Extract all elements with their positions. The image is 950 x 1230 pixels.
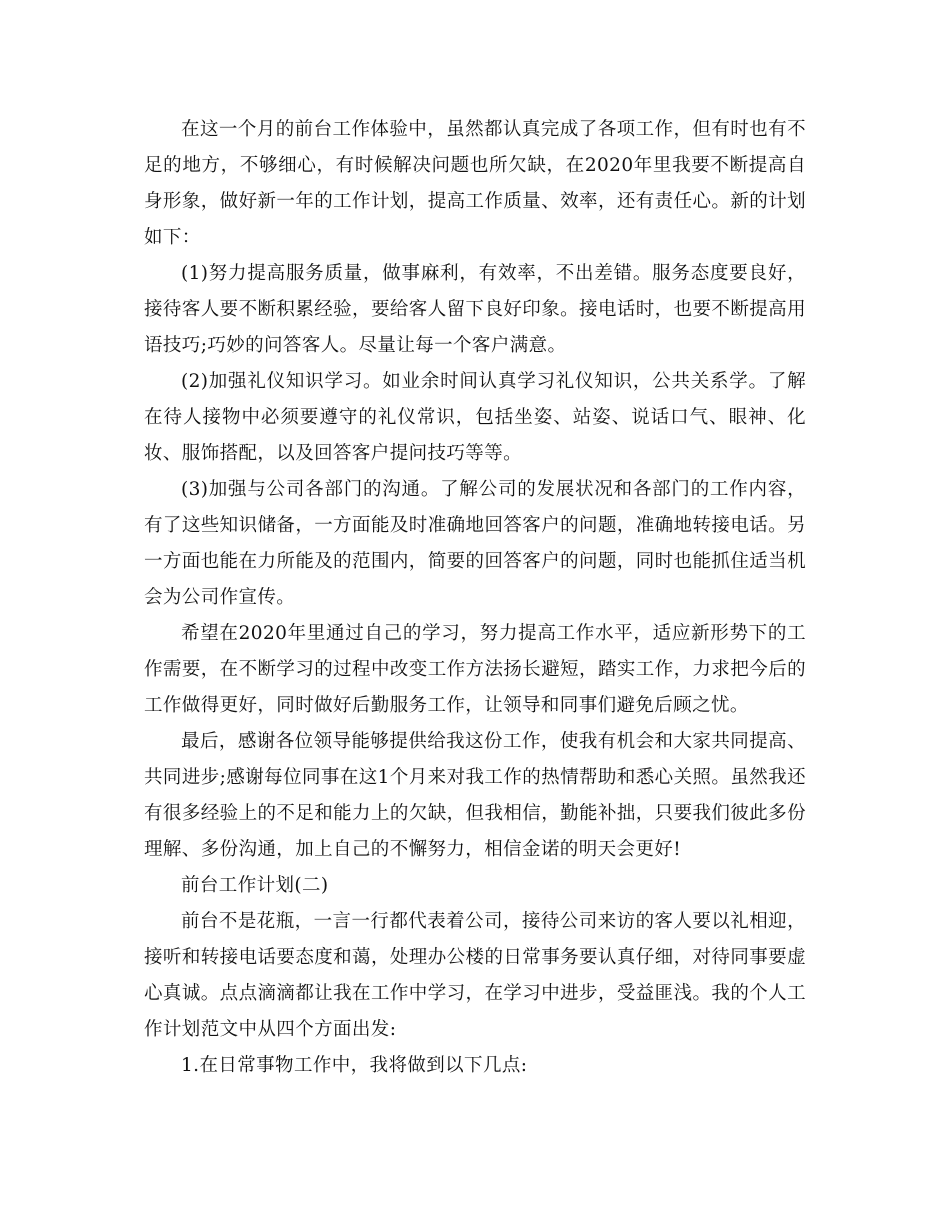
paragraph-list-start: 1.在日常事物工作中，我将做到以下几点: [181, 1055, 528, 1076]
document-body [144, 112, 806, 1084]
paragraph-item-1: (1)努力提高服务质量，做事麻利，有效率，不出差错。服务态度要良好，接待客人要不断积累经验，要给客人留下良好印象。接电话时，也要不断提高用语技巧;巧妙的问答客人。尽量让每一个客户满意。 [144, 263, 806, 356]
paragraph-item-2: (2)加强礼仪知识学习。如业余时间认真学习礼仪知识，公共关系学。了解在待人接物中必须要遵守的礼仪常识，包括坐姿、站姿、说话口气、眼神、化妆、服饰搭配，以及回答客户提问技巧等等。 [144, 371, 806, 464]
paragraph-item-3: (3)加强与公司各部门的沟通。了解公司的发展状况和各部门的工作内容，有了这些知识储备，一方面能及时准确地回答客户的问题，准确地转接电话。另一方面也能在力所能及的范围内，简要的回答客户的问题，同时也能抓住适当机会为公司作宣传。 [144, 479, 806, 608]
paragraph-hope: 希望在2020年里通过自己的学习，努力提高工作水平，适应新形势下的工作需要，在不断学习的过程中改变工作方法扬长避短，踏实工作，力求把今后的工作做得更好，同时做好后勤服务工作，让领导和同事们避免后顾之忧。 [144, 623, 806, 716]
paragraph-thanks: 最后，感谢各位领导能够提供给我这份工作，使我有机会和大家共同提高、共同进步;感谢每位同事在这1个月来对我工作的热情帮助和悉心关照。虽然我还有很多经验上的不足和能力上的欠缺，但我相信，勤能补拙，只要我们彼此多份理解、多份沟通，加上自己的不懈努力，相信金诺的明天会更好! [144, 731, 806, 860]
section-heading: 前台工作计划(二) [181, 875, 329, 896]
paragraph-intro: 在这一个月的前台工作体验中，虽然都认真完成了各项工作，但有时也有不足的地方，不够细心，有时候解决问题也所欠缺，在2020年里我要不断提高自身形象，做好新一年的工作计划，提高工作质量、效率，还有责任心。新的计划如下： [144, 119, 806, 248]
paragraph-section-intro: 前台不是花瓶，一言一行都代表着公司，接待公司来访的客人要以礼相迎，接听和转接电话要态度和蔼，处理办公楼的日常事务要认真仔细，对待同事要虚心真诚。点点滴滴都让我在工作中学习，在学习中进步，受益匪浅。我的个人工作计划范文中从四个方面出发: [144, 911, 806, 1040]
